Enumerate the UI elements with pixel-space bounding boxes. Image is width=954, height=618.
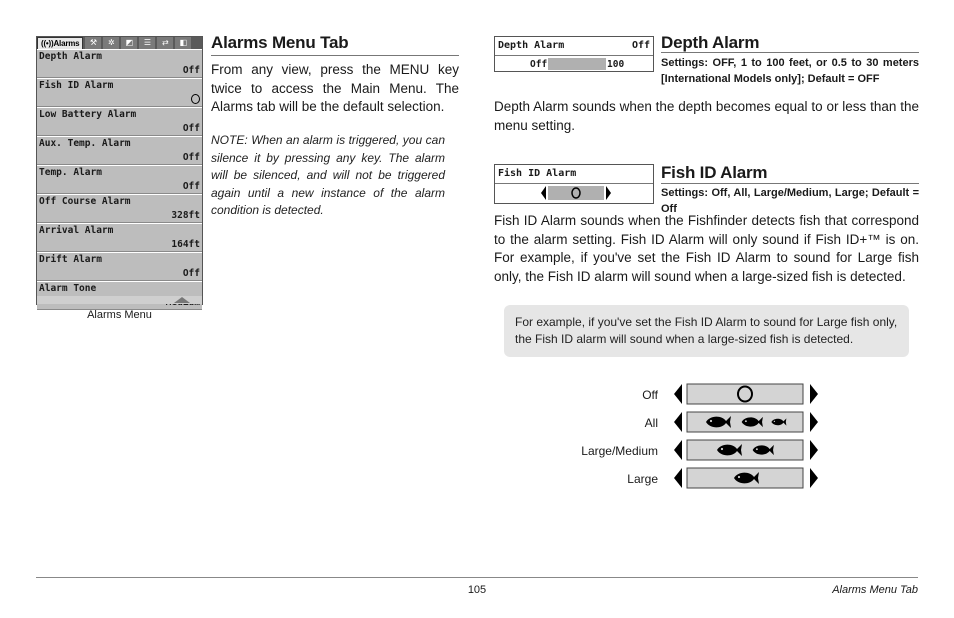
fish-id-alarm-widget	[494, 164, 654, 204]
menu-item-value: 164ft	[171, 239, 200, 250]
menu-tab-bar	[37, 37, 202, 49]
intro-paragraph: From any view, press the MENU key twice to access the Main Menu. The Alarms tab will be the default selection.	[211, 62, 459, 114]
term: Depth Alarm	[494, 99, 569, 114]
widget-label: Depth Alarm	[498, 40, 565, 51]
menu-item-label: Alarm Tone	[39, 283, 97, 294]
menu-item-label: Arrival Alarm	[39, 225, 114, 236]
left-arrow-icon	[674, 468, 682, 488]
note-paragraph	[211, 132, 445, 220]
depth-alarm-heading: Depth Alarm	[661, 33, 760, 52]
right-arrow-icon	[810, 440, 818, 460]
scroll-up-arrow-icon[interactable]	[37, 296, 202, 304]
slider-min-label: Off	[530, 59, 548, 70]
heading-rule	[661, 52, 919, 53]
note-label: NOTE:	[211, 133, 248, 147]
right-arrow-icon	[810, 468, 818, 488]
right-arrow-icon	[810, 412, 818, 432]
menu-item-temp-alarm[interactable]	[37, 166, 202, 194]
left-arrow-icon	[541, 186, 546, 200]
menu-item-off-course-alarm[interactable]	[37, 195, 202, 223]
menu-item-drift-alarm[interactable]	[37, 253, 202, 281]
chart-icon[interactable]: ☰	[139, 37, 155, 49]
right-arrow-icon	[606, 186, 611, 200]
page-number: 105	[467, 584, 487, 596]
selector-row-large	[674, 468, 818, 488]
heading-rule	[211, 55, 459, 56]
alarm-bell-icon: ((•))	[41, 39, 54, 48]
description-text: sounds when the depth becomes equal to or less than the menu setting.	[494, 99, 919, 133]
menu-item-label: Drift Alarm	[39, 254, 102, 265]
alarms-menu-screen	[36, 36, 203, 305]
selector-row-all	[674, 412, 818, 432]
fish-id-alarm-heading: Fish ID Alarm	[661, 163, 768, 182]
fish-id-alarm-description	[494, 212, 919, 286]
left-arrow-icon	[674, 384, 682, 404]
menu-item-value: Off	[182, 268, 200, 279]
widget-label: Fish ID Alarm	[498, 168, 577, 179]
menu-item-arrival-alarm[interactable]	[37, 224, 202, 252]
widget-value: Off	[631, 40, 650, 51]
figure-caption: Alarms Menu	[87, 309, 152, 321]
menu-item-fish-id-alarm[interactable]	[37, 79, 202, 107]
menu-item-aux-temp-alarm[interactable]	[37, 137, 202, 165]
heading-rule	[661, 183, 919, 184]
menu-item-depth-alarm[interactable]	[37, 50, 202, 78]
navigation-icon[interactable]: ◩	[121, 37, 137, 49]
tab-alarms[interactable]: ((•))Alarms	[37, 37, 83, 49]
left-arrow-icon	[674, 412, 682, 432]
option-label-large-medium: Large/Medium	[581, 444, 658, 458]
menu-item-low-battery-alarm[interactable]	[37, 108, 202, 136]
menu-item-value: 328ft	[171, 210, 200, 221]
right-arrow-icon	[810, 384, 818, 404]
depth-slider[interactable]	[548, 58, 606, 70]
depth-alarm-description	[494, 98, 919, 135]
section-heading: Alarms Menu Tab	[211, 33, 349, 52]
option-label-off: Off	[642, 388, 658, 402]
setup-icon[interactable]: ◧	[175, 37, 191, 49]
sonar-icon[interactable]: ✲	[103, 37, 119, 49]
settings-icon[interactable]: ⚒	[85, 37, 101, 49]
menu-item-label: Low Battery Alarm	[39, 109, 137, 120]
selector-row-large-medium	[674, 440, 818, 460]
menu-item-label: Fish ID Alarm	[39, 80, 114, 91]
circle-icon	[191, 94, 200, 104]
fish-id-alarm-settings: Settings: Off, All, Large/Medium, Large; Default = Off	[661, 187, 919, 215]
menu-item-value: Off	[182, 152, 200, 163]
menu-item-label: Aux. Temp. Alarm	[39, 138, 131, 149]
footer-rule	[36, 577, 918, 578]
option-label-large: Large	[627, 472, 658, 486]
slider-max-label: 100	[607, 59, 625, 70]
option-label-all: All	[644, 416, 658, 430]
selector-field	[687, 440, 803, 460]
fish-id-selector[interactable]	[495, 183, 653, 203]
term: Fish ID Alarm	[494, 213, 577, 228]
selector-row-off	[674, 384, 818, 404]
menu-item-label: Depth Alarm	[39, 51, 102, 62]
menu-item-label: Temp. Alarm	[39, 167, 102, 178]
callout-text: For example, if you've set the Fish ID Alarm to sound for Large fish only, the Fish ID alarm will sound when a large-sized fish is detected.	[515, 315, 898, 346]
fish-id-option-selectors	[670, 380, 822, 496]
menu-item-value: Off	[182, 65, 200, 76]
accessories-icon[interactable]: ⇄	[157, 37, 173, 49]
left-arrow-icon	[674, 440, 682, 460]
note-text: When an alarm is triggered, you can silence it by pressing any key. The alarm will be silenced, and will not be triggered again until a new instance of the alarm condition is detected.	[211, 133, 445, 217]
menu-item-label: Off Course Alarm	[39, 196, 131, 207]
depth-alarm-widget	[494, 36, 654, 72]
menu-item-value: Off	[182, 123, 200, 134]
depth-alarm-settings: Settings: OFF, 1 to 100 feet, or 0.5 to 30 meters [International Models only]; Default = OFF	[661, 57, 919, 85]
description-text: sounds when the Fishfinder detects fish that correspond to the alarm setting. Fish ID Alarm will only sound if Fish ID+™ is on. For example, if you've set the Fish ID Alarm to sound for Large fish only, the Fish ID alarm will sound when a large-sized fish is detected.	[494, 213, 919, 284]
footer-section-title: Alarms Menu Tab	[832, 584, 918, 596]
menu-item-value: Off	[182, 181, 200, 192]
